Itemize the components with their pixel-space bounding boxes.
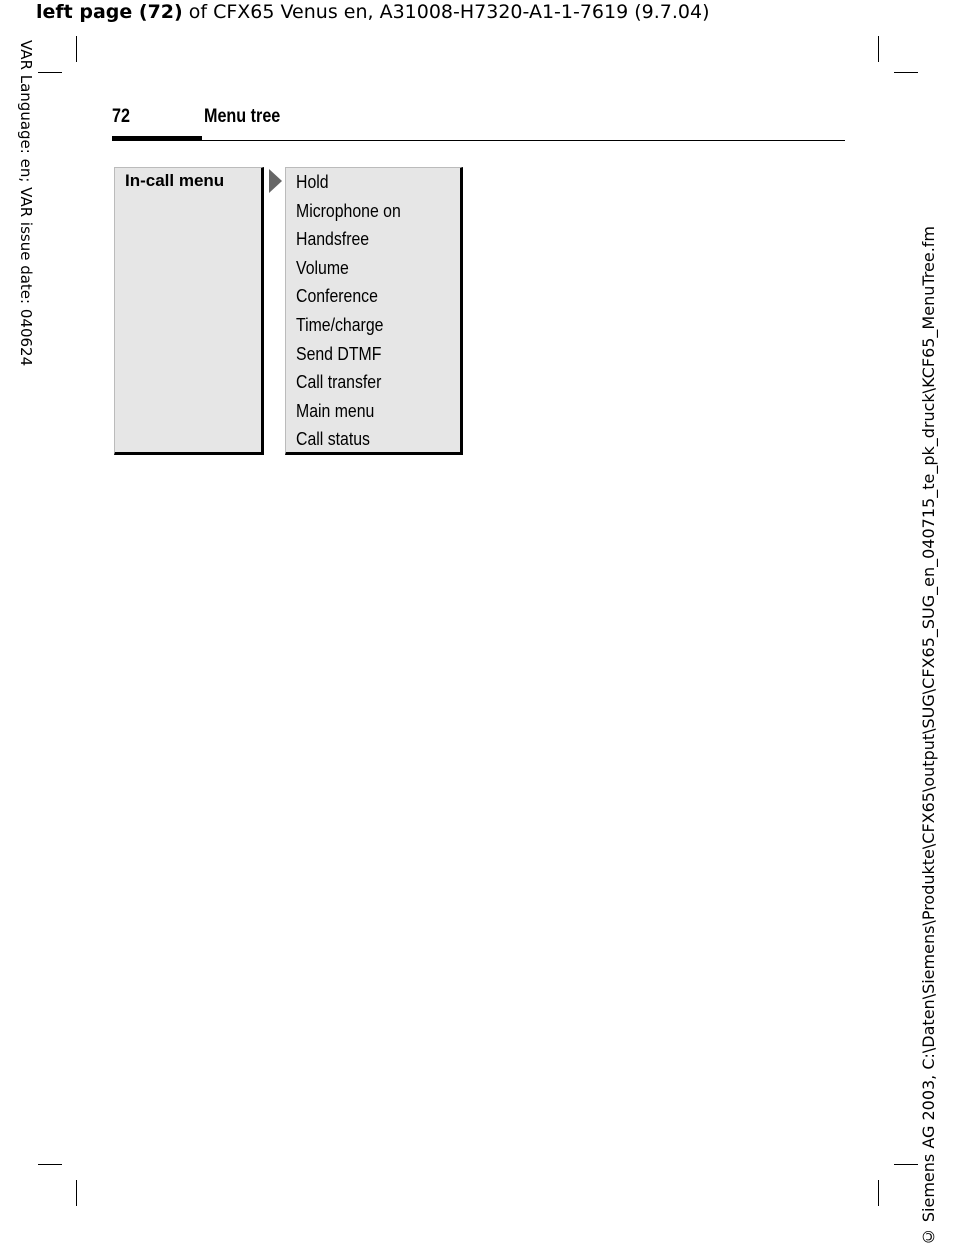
- crop-mark: [894, 1164, 918, 1165]
- margin-var-info: VAR Language: en; VAR issue date: 040624: [17, 40, 35, 367]
- menu-parent-label: In-call menu: [125, 171, 225, 190]
- margin-file-path: © Siemens AG 2003, C:\Daten\Siemens\Produkte\CFX65\output\SUG\CFX65_SUG_en_040715_te_pk_druck\KCF65_MenuTree.fm: [919, 225, 938, 1246]
- crop-mark: [76, 1180, 77, 1206]
- crop-mark: [38, 1164, 62, 1165]
- submenu-item-call-transfer: Call transfer: [296, 372, 382, 393]
- submenu-list: [296, 170, 415, 456]
- submenu-item-time-charge: Time/charge: [296, 314, 384, 335]
- page-number: 72: [112, 106, 130, 127]
- submenu-item-volume: Volume: [296, 257, 349, 278]
- document-header: [36, 0, 709, 24]
- submenu-item-main-menu: Main menu: [296, 400, 375, 421]
- header-rule-thin: [202, 140, 845, 141]
- crop-mark: [38, 72, 62, 73]
- submenu-item-call-status: Call status: [296, 429, 370, 450]
- crop-mark: [894, 72, 918, 73]
- header-rule-thick: [112, 136, 202, 141]
- submenu-item-hold: Hold: [296, 172, 329, 192]
- crop-mark: [76, 36, 77, 62]
- menu-parent-box: [114, 167, 264, 455]
- submenu-box: [285, 167, 463, 455]
- submenu-item-conference: Conference: [296, 286, 378, 307]
- submenu-item-microphone-on: Microphone on: [296, 200, 401, 221]
- submenu-item-send-dtmf: Send DTMF: [296, 343, 382, 364]
- crop-mark: [878, 1180, 879, 1206]
- header-document-id: of CFX65 Venus en, A31008-H7320-A1-1-7619 (9.7.04): [182, 1, 710, 23]
- section-title: Menu tree: [204, 106, 281, 127]
- submenu-item-handsfree: Handsfree: [296, 229, 370, 250]
- header-page-ref: left page (72): [36, 1, 183, 23]
- crop-mark: [878, 36, 879, 62]
- arrow-right-icon: [269, 169, 282, 193]
